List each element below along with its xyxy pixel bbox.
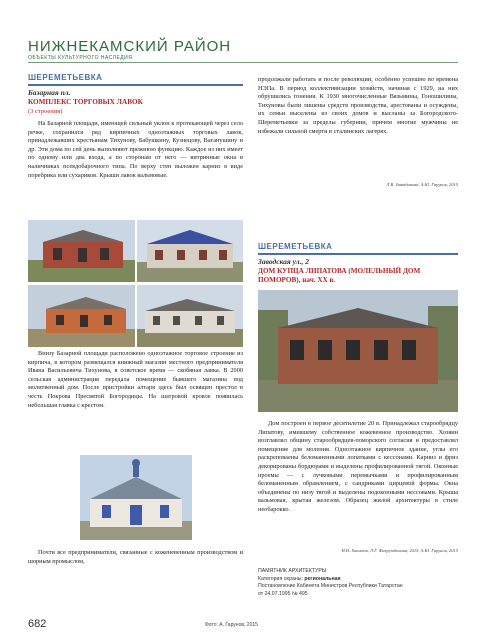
monument-decree: Постановление Кабинета Министров Республики Татарстан — [258, 583, 403, 589]
photo-prayer-house — [80, 455, 192, 540]
right-place-name: ШЕРЕМЕТЬЕВКА — [258, 242, 333, 251]
photo-white-shop — [137, 285, 243, 347]
left-object-title: КОМПЛЕКС ТОРГОВЫХ ЛАВОК — [28, 98, 143, 106]
photo-blue-roof-shop — [137, 220, 243, 282]
left-paragraph-2: Внизу Базарной площади расположено одноэтажное торговое строение из кирпича, в котором размещался книжный магазин местного предпринимателя Ивана Васильевича Тихунова, в советское время — скобяная лавка. В 2000 сельская администрация передала помещение бывшего магазина под молитвенный дом. После пристройки алтаря здесь был освящен престол в честь Покрова Пресвятой Богородицы. На шатровой кровле появилась небольшая главка с крестом. — [28, 350, 243, 409]
photo-lipatov-house — [258, 290, 458, 412]
left-text-block-2 — [28, 350, 243, 410]
right-paragraph-top: продолжали работать и после революции, особенно успешно во времена НЭПа. В период коллективизации хозяйств, начиная с 1929, на них обрушились гонения. К 1930 многочисленные Вязьмины, Гоношилины, Тихуновы были лишены средств производства, арестованы и осуждены, их семьи выселены из своих домов и высланы за Богородского-Шереметьевки за пределы губернии, причем многие мужчины не избежали сильной смерти в сталинских лагерях. — [258, 76, 458, 135]
left-text-block-3 — [28, 549, 243, 566]
left-place-underline — [28, 84, 243, 86]
section-subtitle: ОБЪЕКТЫ КУЛЬТУРНОГО НАСЛЕДИЯ — [28, 55, 133, 61]
left-place-name: ШЕРЕМЕТЬЕВКА — [28, 73, 103, 82]
photo-red-shop — [28, 220, 135, 282]
photo-orange-shop — [28, 285, 135, 347]
right-text-top — [258, 76, 458, 136]
left-text-block — [28, 120, 243, 180]
right-author-2: Н.Н. Хакимов, Л.Г. Фахрутдинова, 2015, А.Ю. Гарунов, 2015 — [341, 548, 458, 553]
page-number: 682 — [28, 618, 47, 630]
left-object-note: (3 строения) — [28, 108, 63, 115]
left-paragraph-3: Почти все предприниматели, связанные с коженевенным производством и шорным промыслом, — [28, 549, 243, 565]
right-paragraph-body: Дом построен в первое десятилетие 20 в. Принадлежал старообрядцу Липатову, имевшему собственное кожевенное производство. Хозяин возглавлял общину старообрядцев-поморского согласия и предоставлял помещение для моления. Одноэтажное кирпичное здание, углы его раскреповаены беломаненными лопатками с кессонами. Карниз и фриз декорированы бордюрами и выделены профилированной тягой. Оконные проемы — с лучковыми перемычками и профилированным беломаненным обрамлением, с сандриками цирцевой формы. Окна объединены по низу тягой и выделены подоконными нессовами. Крыша вальмовая, крытая железом. Образец жилой архитектуры в стиле необарокко. — [258, 420, 458, 513]
left-street: Базарная пл. — [28, 88, 71, 97]
right-place-underline — [258, 253, 458, 255]
right-object-title: ДОМ КУПЦА ЛИПАТОВА (МОЛЕЛЬНЫЙ ДОМ ПОМОРОВ), нач. ХХ в. — [258, 267, 421, 284]
right-author-1: Л.В. Зиятдинова, А.Ю. Гарунов, 2015 — [386, 182, 458, 187]
monument-category-label: Категория охраны: — [258, 575, 303, 582]
header-divider — [28, 62, 458, 63]
left-paragraph-1: На Базарной площади, имеющей сильный уклон к протекающей через село речке, сохранился ряд кирпичных одноэтажных торговых лавок, принадлежавших крестьянам Тихунову, Бабушкину, Кузнецову, Ваганушину и др. Эти дома по сей день выполняют прежнюю функцию. Каждое из них имеет по одному или два входа, а по сторонам от него — витринные окна в наличниках псевдобарочного типа. По верху стен выложен карниз в виде поребрика или сухариков. Крыши лавок вальмовые. — [28, 120, 243, 179]
monument-type: ПАМЯТНИК АРХИТЕКТУРЫ — [258, 568, 327, 574]
right-text-body — [258, 420, 458, 515]
monument-category-value: региональная — [304, 575, 341, 582]
photo-credit: Фото: А. Гарунов, 2015 — [205, 622, 258, 628]
right-street: Заводская ул., 2 — [258, 257, 309, 266]
monument-category — [258, 576, 403, 584]
monument-decree-date: от 24.07.1995 № 495 — [258, 590, 308, 597]
region-title: НИЖНЕКАМСКИЙ РАЙОН — [28, 38, 232, 55]
monument-status — [258, 568, 403, 598]
